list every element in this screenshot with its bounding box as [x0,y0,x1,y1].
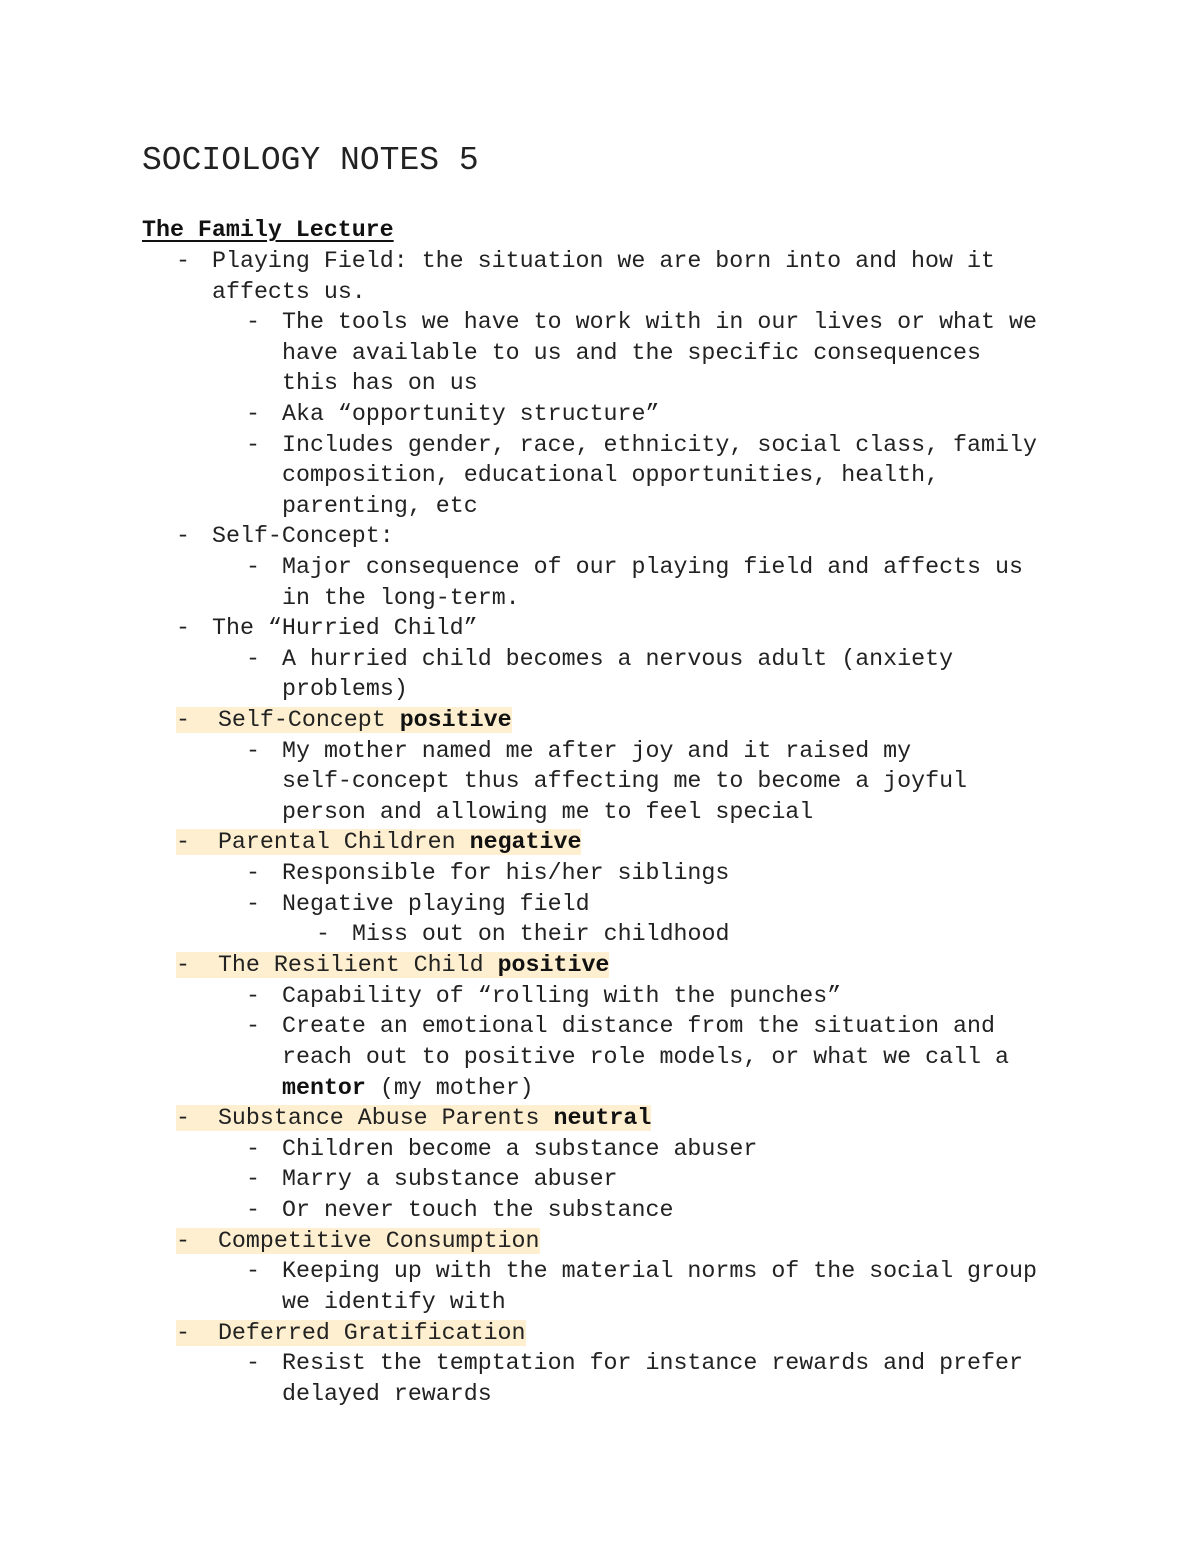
highlighted-topic [176,827,581,858]
highlighted-topic [176,1318,526,1349]
topic-label: The Resilient Child [217,952,498,978]
list-item: Includes gender, race, ethnicity, social class, family [282,432,1037,458]
bullet-marker: - [176,707,190,733]
topic-tag-positive: positive [497,952,610,978]
bullet-marker: - [246,432,260,458]
list-item-continuation [282,1073,534,1104]
bullet-marker: - [316,921,330,947]
list-item: Resist the temptation for instance rewards and prefer [282,1350,1023,1376]
bullet-marker: - [246,401,260,427]
list-item-continuation: self-concept thus affecting me to become a joyful [282,768,968,794]
bullet-marker: - [176,952,190,978]
list-item-continuation: person and allowing me to feel special [282,799,814,825]
list-item-continuation: this has on us [282,370,478,396]
topic-label: Substance Abuse Parents [217,1105,554,1131]
mentor-note: (my mother) [365,1075,534,1101]
topic-tag-negative: negative [469,829,582,855]
highlight [176,1105,651,1131]
mentor-term: mentor [282,1075,366,1101]
list-item-continuation: delayed rewards [282,1381,492,1407]
bullet-marker: - [246,983,260,1009]
list-item-continuation: affects us. [212,279,366,305]
bullet-marker: - [246,860,260,886]
bullet-marker: - [176,829,190,855]
topic-label: Self-Concept [217,707,400,733]
topic-label: Parental Children [217,829,470,855]
list-item: Playing Field: the situation we are born into and how it [212,248,995,274]
bullet-marker: - [246,1350,260,1376]
list-item: The “Hurried Child” [212,615,478,641]
list-item: Aka “opportunity structure” [282,401,660,427]
list-item-continuation: problems) [282,676,408,702]
list-item-continuation: in the long-term. [282,585,520,611]
bullet-marker: - [176,615,190,641]
highlighted-topic [176,950,609,981]
list-item-continuation: parenting, etc [282,493,478,519]
highlight [176,1228,540,1254]
bullet-marker: - [246,1136,260,1162]
list-item: Children become a substance abuser [282,1136,758,1162]
bullet-marker: - [176,248,190,274]
highlight [176,952,609,978]
list-item: A hurried child becomes a nervous adult (anxiety [282,646,954,672]
list-item: Miss out on their childhood [352,921,730,947]
list-item: Capability of “rolling with the punches” [282,983,842,1009]
document-title: SOCIOLOGY NOTES 5 [142,142,479,179]
topic-label: Competitive Consumption [217,1228,540,1254]
bullet-marker: - [246,554,260,580]
topic-label: Deferred Gratification [217,1320,526,1346]
list-item: The tools we have to work with in our lives or what we [282,309,1037,335]
highlighted-topic [176,705,512,736]
highlighted-topic [176,1103,651,1134]
highlight [176,829,581,855]
bullet-marker: - [246,646,260,672]
bullet-marker: - [176,523,190,549]
bullet-marker: - [246,1166,260,1192]
list-item: Marry a substance abuser [282,1166,618,1192]
topic-tag-positive: positive [399,707,512,733]
bullet-marker: - [176,1320,190,1346]
highlight [176,707,512,733]
bullet-marker: - [176,1105,190,1131]
list-item-continuation: composition, educational opportunities, health, [282,462,940,488]
list-item: Major consequence of our playing field and affects us [282,554,1023,580]
list-item: Responsible for his/her siblings [282,860,730,886]
list-item: Negative playing field [282,891,590,917]
section-heading: The Family Lecture [142,217,394,243]
bullet-marker: - [246,309,260,335]
list-item-continuation: we identify with [282,1289,506,1315]
bullet-marker: - [246,738,260,764]
topic-tag-neutral: neutral [553,1105,652,1131]
bullet-marker: - [246,891,260,917]
bullet-marker: - [246,1013,260,1039]
list-item-continuation: have available to us and the specific consequences [282,340,982,366]
bullet-marker: - [246,1197,260,1223]
bullet-marker: - [176,1228,190,1254]
list-item: Create an emotional distance from the situation and [282,1013,996,1039]
list-item: Keeping up with the material norms of the social group [282,1258,1037,1284]
bullet-marker: - [246,1258,260,1284]
highlight [176,1320,526,1346]
list-item-continuation: reach out to positive role models, or what we call a [282,1044,1009,1070]
list-item: My mother named me after joy and it raised my [282,738,912,764]
list-item: Or never touch the substance [282,1197,674,1223]
highlighted-topic [176,1226,540,1257]
list-item: Self-Concept: [212,523,394,549]
